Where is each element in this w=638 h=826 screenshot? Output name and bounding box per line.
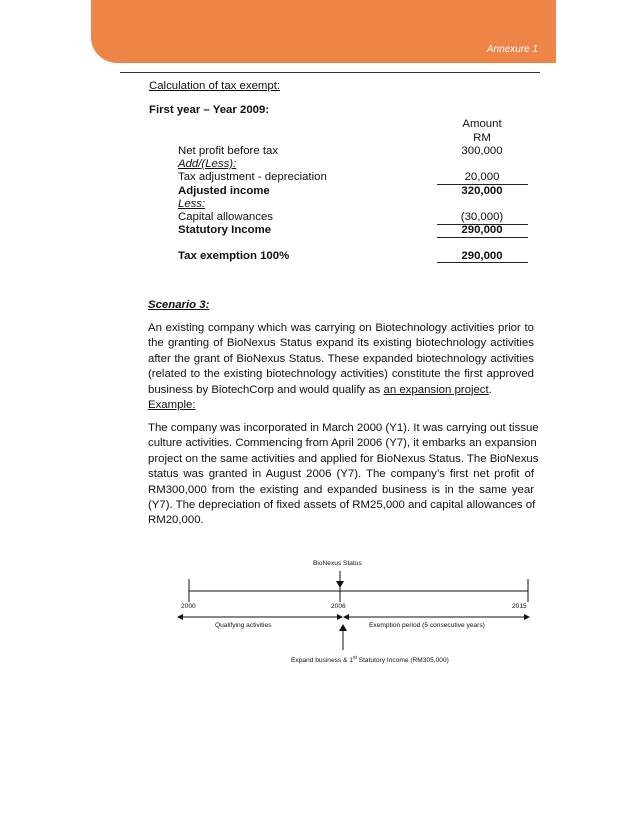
tax-exemption-label: Tax exemption 100% bbox=[178, 250, 290, 262]
capital-allowances-value: (30,000) bbox=[460, 211, 504, 223]
example-title: Example: bbox=[148, 399, 196, 411]
scenario-line: after the grant of BioNexus Status. These expanded biotechnology activities bbox=[148, 352, 534, 365]
example-line-last: RM20,000. bbox=[148, 514, 204, 527]
net-profit-label: Net profit before tax bbox=[178, 145, 279, 157]
tax-adjustment-value: 20,000 bbox=[464, 171, 500, 183]
example-line: status was granted in August 2006 (Y7). The company’s first net profit of bbox=[148, 468, 534, 481]
example-line: RM300,000 from the existing and expanded business is in the same year bbox=[148, 483, 534, 496]
example-line: culture activities. Commencing from April 2006 (Y7), it embarks an expansion bbox=[148, 437, 537, 450]
example-line: project on the same activities and applied for BioNexus Status. The BioNexus bbox=[148, 452, 539, 465]
scenario-line: (related to the existing biotechnology activities) constitute the first approved bbox=[148, 368, 534, 381]
timeline-top-label: BioNexus Status bbox=[313, 560, 362, 567]
expand-label-sup: st bbox=[352, 655, 357, 661]
rm-header: RM bbox=[473, 132, 491, 144]
exemption-period-label: Exemption period (5 consecutive years) bbox=[369, 622, 485, 629]
net-profit-value: 300,000 bbox=[461, 145, 503, 157]
adjusted-income-label: Adjusted income bbox=[178, 185, 270, 197]
expansion-project-term: an expansion project bbox=[383, 383, 489, 396]
scenario-line: An existing company which was carrying on Biotechnology activities prior to bbox=[148, 322, 534, 334]
scenario-last-text: business by BiotechCorp and would qualify as bbox=[148, 383, 384, 396]
statutory-income-value: 290,000 bbox=[461, 224, 503, 236]
year-start-label: 2000 bbox=[181, 603, 196, 610]
qualifying-arrow-right bbox=[337, 614, 343, 620]
exemption-arrow-right bbox=[524, 614, 530, 620]
less-label: Less: bbox=[178, 198, 206, 210]
bionexus-arrow-head bbox=[336, 581, 344, 588]
qualifying-activities-label: Qualifying activities bbox=[215, 622, 272, 629]
scenario-title: Scenario 3: bbox=[148, 299, 210, 311]
qualifying-arrow-left bbox=[177, 614, 183, 620]
expand-arrow-head bbox=[339, 624, 347, 631]
annexure-label: Annexure 1 bbox=[486, 44, 538, 55]
adjusted-income-value: 320,000 bbox=[461, 185, 503, 197]
example-line: The company was incorporated in March 2000 (Y1). It was carrying out tissue bbox=[148, 422, 539, 434]
tax-exemption-value: 290,000 bbox=[461, 250, 503, 262]
calc-title: Calculation of tax exempt: bbox=[149, 80, 281, 92]
tax-adjustment-label: Tax adjustment - depreciation bbox=[178, 171, 327, 183]
amount-header: Amount bbox=[462, 118, 502, 130]
capital-allowances-label: Capital allowances bbox=[178, 211, 273, 223]
year-end-label: 2015 bbox=[512, 603, 527, 610]
add-less-label: Add/(Less): bbox=[178, 158, 237, 170]
expand-label-text: Expand business & 1 bbox=[291, 657, 353, 665]
year-mid-label: 2006 bbox=[331, 603, 346, 610]
expand-label-rest: Statutory Income (RM305,000) bbox=[356, 657, 449, 665]
example-line: (Y7). The depreciation of fixed assets of RM25,000 and capital allowances of bbox=[148, 499, 536, 512]
statutory-income-label: Statutory Income bbox=[178, 224, 272, 236]
scenario-line: the granting of BioNexus Status expand its existing biotechnology activities bbox=[148, 337, 534, 350]
scenario-period: . bbox=[488, 383, 492, 396]
calc-subtitle: First year – Year 2009: bbox=[149, 104, 270, 116]
expand-business-label bbox=[291, 655, 449, 664]
exemption-arrow-left bbox=[343, 614, 349, 620]
